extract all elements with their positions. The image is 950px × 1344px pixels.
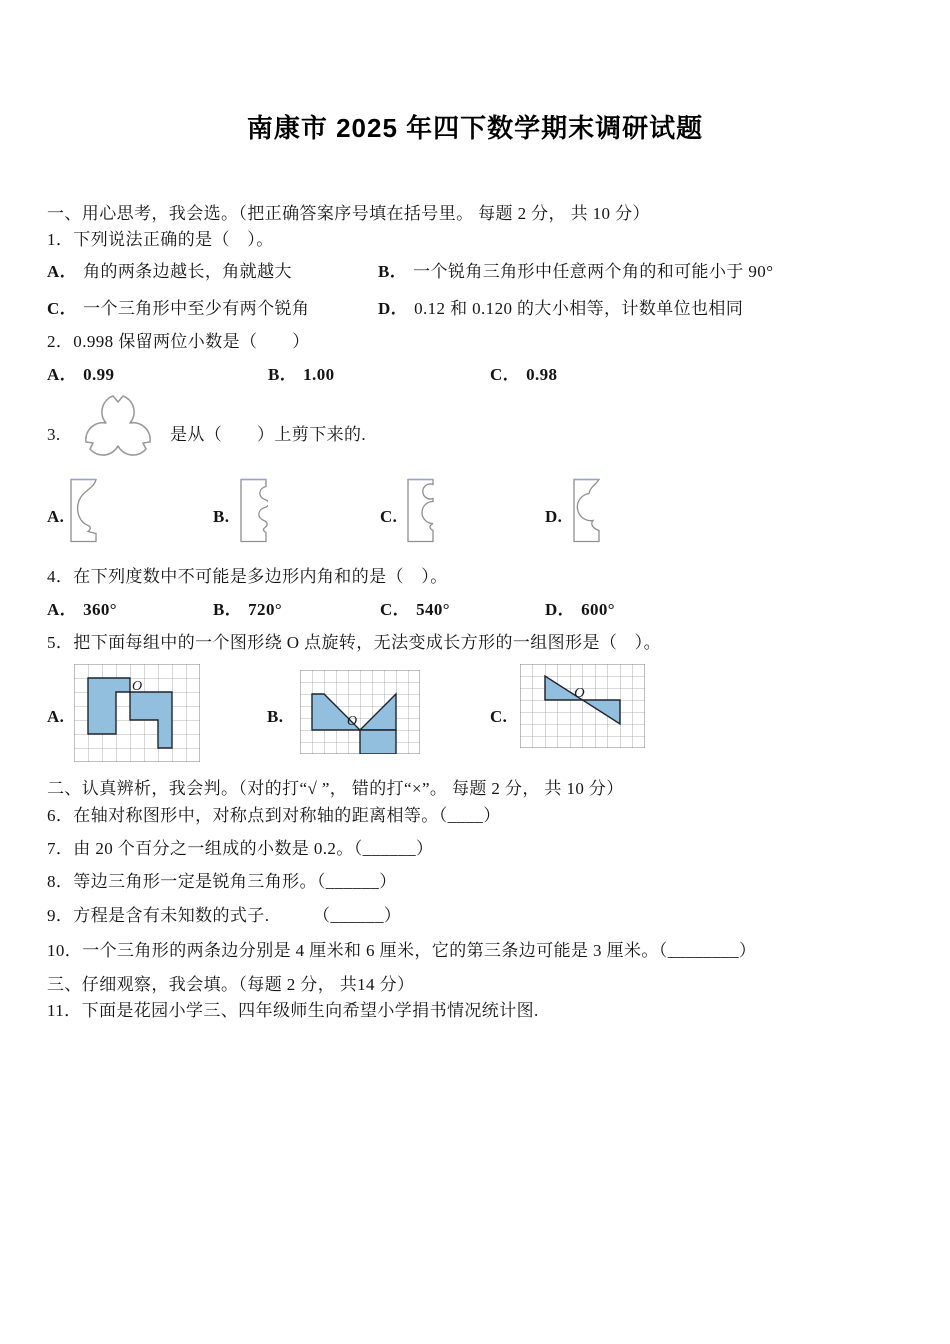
question-5-stem: 5．把下面每组中的一个图形绕 O 点旋转，无法变成长方形的一组图形是（ ）。 [47, 633, 661, 652]
question-2-option-a [47, 364, 114, 386]
option-a-text: 360° [83, 600, 117, 619]
option-d-label: D． [545, 600, 576, 619]
question-8: 8．等边三角形一定是锐角三角形。（______） [47, 872, 397, 891]
question-3-option-a-label: A. [47, 507, 65, 526]
section-2-heading: 二、认真辨析，我会判。（对的打“√ ”， 错的打“×”。 每题 2 分， 共 10 分） [47, 779, 624, 798]
question-1-option-a [47, 261, 292, 283]
option-a-text: 0.99 [83, 365, 115, 384]
option-c-text: 0.98 [526, 365, 558, 384]
q3-shape-c-image [407, 478, 435, 543]
rotation-point-label: O [574, 685, 585, 701]
option-c-text: 一个三角形中至少有两个锐角 [83, 299, 310, 318]
option-a-label: A． [47, 365, 78, 384]
question-3-number: 3. [47, 425, 61, 444]
page-title: 南康市 2025 年四下数学期末调研试题 [246, 113, 704, 143]
option-a-label: A． [47, 262, 78, 281]
option-c-label: C． [380, 600, 411, 619]
q3-shape-d-image [573, 478, 601, 543]
question-5-option-a-label: A. [47, 707, 65, 726]
option-b-text: 1.00 [303, 365, 335, 384]
question-4-option-d [545, 599, 615, 621]
q5-grid-c-image [520, 664, 645, 748]
question-3-text: 是从（ ）上剪下来的. [170, 425, 367, 444]
section-1-heading: 一、用心思考，我会选。（把正确答案序号填在括号里。 每题 2 分， 共 10 分） [47, 204, 650, 223]
option-c-label: C． [490, 365, 521, 384]
question-11: 11．下面是花园小学三、四年级师生向希望小学捐书情况统计图. [47, 1001, 539, 1020]
option-d-text: 600° [581, 600, 615, 619]
question-5-option-c-label: C. [490, 707, 508, 726]
question-2-stem: 2．0.998 保留两位小数是（ ） [47, 332, 310, 351]
option-b-label: B． [378, 262, 408, 281]
q3-shape-b-image [240, 478, 268, 543]
q5-grid-a-image [74, 664, 200, 762]
option-b-label: B． [268, 365, 298, 384]
question-3-option-d-label: D. [545, 507, 563, 526]
option-d-text: 0.12 和 0.120 的大小相等，计数单位也相同 [414, 299, 744, 318]
question-9: 9．方程是含有未知数的式子. （______） [47, 906, 402, 925]
question-4-option-a [47, 599, 117, 621]
rotation-point-label: O [347, 714, 358, 729]
question-2-option-c [490, 364, 557, 386]
question-3-option-b-label: B. [213, 507, 230, 526]
question-6: 6．在轴对称图形中，对称点到对称轴的距离相等。（____） [47, 806, 501, 825]
q3-shape-a-image [70, 478, 98, 543]
clover-cutout-image [72, 390, 164, 470]
question-1-stem: 1．下列说法正确的是（ ）。 [47, 230, 274, 249]
question-2-option-b [268, 364, 335, 386]
rotation-point-label: O [132, 679, 143, 694]
question-5-option-b-label: B. [267, 707, 284, 726]
q5-grid-b-image [300, 670, 420, 754]
question-4-option-b [213, 599, 282, 621]
grid-b-bottom-rect [360, 730, 396, 754]
question-3-option-c-label: C. [380, 507, 398, 526]
option-c-text: 540° [416, 600, 450, 619]
option-b-text: 一个锐角三角形中任意两个角的和可能小于 90° [413, 262, 774, 281]
option-b-label: B． [213, 600, 243, 619]
question-4-option-c [380, 599, 450, 621]
question-4-stem: 4．在下列度数中不可能是多边形内角和的是（ ）。 [47, 567, 448, 586]
option-a-text: 角的两条边越长，角就越大 [83, 262, 292, 281]
question-1-option-d [378, 298, 743, 320]
question-10: 10．一个三角形的两条边分别是 4 厘米和 6 厘米，它的第三条边可能是 3 厘米。（________） [47, 941, 757, 960]
question-1-option-c [47, 298, 309, 320]
option-b-text: 720° [248, 600, 283, 619]
question-1-option-b [378, 261, 773, 283]
option-c-label: C． [47, 299, 78, 318]
option-d-label: D． [378, 299, 409, 318]
option-a-label: A． [47, 600, 78, 619]
section-3-heading: 三、仔细观察，我会填。（每题 2 分， 共14 分） [47, 975, 415, 994]
question-7: 7．由 20 个百分之一组成的小数是 0.2。（______） [47, 839, 434, 858]
